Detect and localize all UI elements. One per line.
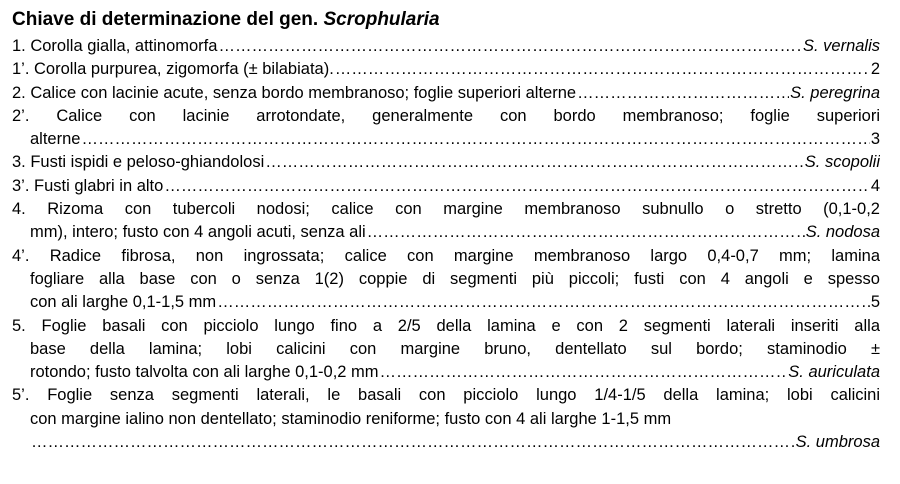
key-entry-3-alt <box>12 175 880 198</box>
entry-text: alterne <box>30 130 81 149</box>
species-result: S. vernalis <box>802 37 880 55</box>
entry-text: mm), intero; fusto con 4 angoli acuti, senza ali <box>30 223 366 242</box>
key-entry-2-alt <box>12 105 880 152</box>
leader-dots <box>367 221 805 244</box>
key-entry-1 <box>12 35 880 58</box>
entry-text: 1. Corolla gialla, attinomorfa <box>12 37 218 55</box>
entry-text-line: 4. Rizoma con tubercoli nodosi; calice con margine membranoso subnullo o stretto (0,1-0,2 <box>12 200 880 219</box>
page-title <box>12 8 880 32</box>
species-result: S. scopolii <box>804 153 880 172</box>
next-step-number: 2 <box>870 60 880 79</box>
entry-text-line: 5. Foglie basali con picciolo lungo fino a 2/5 della lamina e con 2 segmenti laterali inseriti alla <box>12 316 880 335</box>
next-step-number: 4 <box>870 176 880 195</box>
next-step-number: 5 <box>870 293 880 312</box>
entry-text: 3’. Fusti glabri in alto <box>12 176 164 195</box>
key-entry-1-alt <box>12 58 880 81</box>
entry-text-line: base della lamina; lobi calicini con margine bruno, dentellato sul bordo; staminodio ± <box>30 339 880 358</box>
entry-text: 3. Fusti ispidi e peloso-ghiandolosi <box>12 153 265 172</box>
species-result: S. peregrina <box>790 83 880 102</box>
determination-key <box>12 8 880 454</box>
entry-text-line: 5’. Foglie senza segmenti laterali, le basali con picciolo lungo 1/4-1/5 della lamina; lobi calicini <box>12 386 880 405</box>
entry-text-line: con margine ialino non dentellato; staminodio reniforme; fusto con 4 ali larghe 1-1,5 mm <box>30 409 672 428</box>
leader-dots <box>164 175 869 198</box>
species-result: S. umbrosa <box>795 433 880 452</box>
title-genus: Scrophularia <box>323 9 440 30</box>
key-entry-4 <box>12 198 880 245</box>
leader-dots <box>380 361 788 384</box>
key-entry-5-alt <box>12 384 880 454</box>
leader-dots <box>577 82 789 105</box>
key-entry-2 <box>12 82 880 105</box>
species-result: S. nodosa <box>805 223 880 242</box>
entry-text: 2. Calice con lacinie acute, senza bordo membranoso; foglie superiori alterne <box>12 83 577 102</box>
leader-dots <box>218 35 802 58</box>
entry-text-line: 4’. Radice fibrosa, non ingrossata; calice con margine membranoso largo 0,4-0,7 mm; lamina <box>12 246 880 265</box>
key-entry-3 <box>12 151 880 174</box>
species-result: S. auriculata <box>788 363 880 382</box>
entry-text-line: 2’. Calice con lacinie arrotondate, generalmente con bordo membranoso; foglie superiori <box>12 106 880 125</box>
entry-text-line: fogliare alla base con o senza 1(2) coppie di segmenti più piccoli; fusti con 4 angoli e spesso <box>30 269 880 288</box>
entry-text: 1’. Corolla purpurea, zigomorfa (± bilabiata). <box>12 60 334 79</box>
key-entry-4-alt <box>12 245 880 315</box>
leader-dots <box>31 431 795 454</box>
leader-dots <box>217 291 870 314</box>
key-entry-5 <box>12 315 880 385</box>
leader-dots <box>265 151 804 174</box>
entry-text: con ali larghe 0,1-1,5 mm <box>30 293 217 312</box>
entry-text: rotondo; fusto talvolta con ali larghe 0,1-0,2 mm <box>30 363 379 382</box>
leader-dots <box>335 58 870 81</box>
next-step-number: 3 <box>870 130 880 149</box>
title-text: Chiave di determinazione del gen. <box>12 9 324 30</box>
leader-dots <box>81 128 869 151</box>
